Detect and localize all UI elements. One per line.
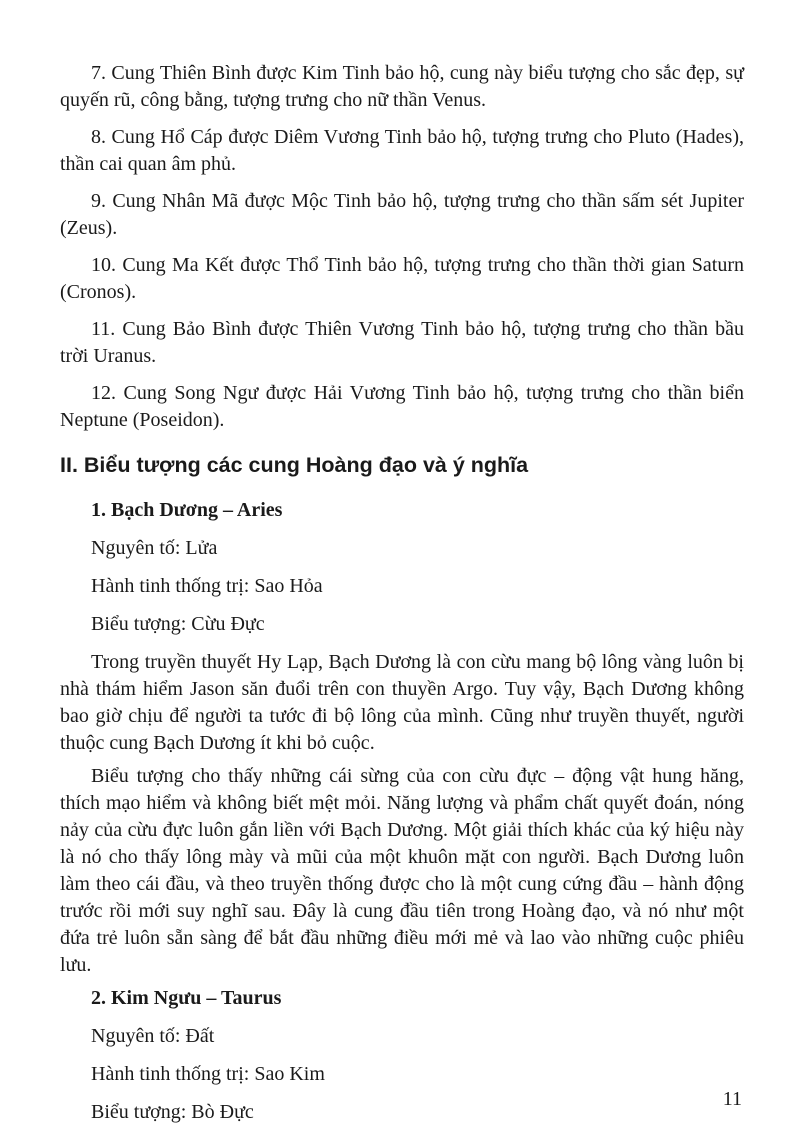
aries-title: 1. Bạch Dương – Aries bbox=[91, 499, 283, 521]
taurus-title: 2. Kim Ngưu – Taurus bbox=[91, 987, 282, 1009]
page-content bbox=[60, 60, 744, 1137]
list-item: 9. Cung Nhân Mã được Mộc Tinh bảo hộ, tượng trưng cho thần sấm sét Jupiter (Zeus). bbox=[60, 190, 744, 239]
list-item: 7. Cung Thiên Bình được Kim Tinh bảo hộ, cung này biểu tượng cho sắc đẹp, sự quyến rũ, công bằng, tượng trưng cho nữ thần Venus. bbox=[60, 62, 744, 111]
list-item: 8. Cung Hổ Cáp được Diêm Vương Tinh bảo hộ, tượng trưng cho Pluto (Hades), thần cai quan âm phủ. bbox=[60, 126, 744, 175]
list-item: 10. Cung Ma Kết được Thổ Tinh bảo hộ, tượng trưng cho thần thời gian Saturn (Cronos). bbox=[60, 254, 744, 303]
aries-ruling-planet: Hành tinh thống trị: Sao Hỏa bbox=[91, 575, 323, 597]
taurus-element: Nguyên tố: Đất bbox=[91, 1025, 215, 1047]
page-number: 11 bbox=[722, 1088, 742, 1110]
list-item: 11. Cung Bảo Bình được Thiên Vương Tinh bảo hộ, tượng trưng cho thần bầu trời Uranus. bbox=[60, 318, 744, 367]
taurus-ruling-planet: Hành tinh thống trị: Sao Kim bbox=[91, 1063, 325, 1085]
list-item: 12. Cung Song Ngư được Hải Vương Tinh bảo hộ, tượng trưng cho thần biển Neptune (Poseidon). bbox=[60, 382, 744, 431]
aries-symbol: Biểu tượng: Cừu Đực bbox=[91, 613, 265, 635]
section-heading: II. Biểu tượng các cung Hoàng đạo và ý nghĩa bbox=[60, 453, 529, 477]
aries-element: Nguyên tố: Lửa bbox=[91, 537, 218, 559]
aries-paragraph: Trong truyền thuyết Hy Lạp, Bạch Dương là con cừu mang bộ lông vàng luôn bị nhà thám hiểm Jason săn đuổi trên con thuyền Argo. Tuy vậy, Bạch Dương không bao giờ chịu để người ta tước đi bộ lông của mình. Cũng như truyền thuyết, người thuộc cung Bạch Dương ít khi bỏ cuộc. bbox=[60, 651, 744, 754]
taurus-symbol: Biểu tượng: Bò Đực bbox=[91, 1101, 254, 1123]
aries-paragraph: Biểu tượng cho thấy những cái sừng của con cừu đực – động vật hung hăng, thích mạo hiểm và không biết mệt mỏi. Năng lượng và phẩm chất quyết đoán, nóng nảy của cừu đực luôn gắn liền với Bạch Dương. Một giải thích khác của ký hiệu này là nó cho thấy lông mày và mũi của một khuôn mặt con người. Bạch Dương luôn làm theo cái đầu, và theo truyền thống được cho là một cung cứng đầu – hành động trước rồi mới suy nghĩ sau. Đây là cung đầu tiên trong Hoàng đạo, và nó như một đứa trẻ luôn sẵn sàng để bắt đầu những điều mới mẻ và lao vào những cuộc phiêu lưu. bbox=[60, 765, 744, 976]
